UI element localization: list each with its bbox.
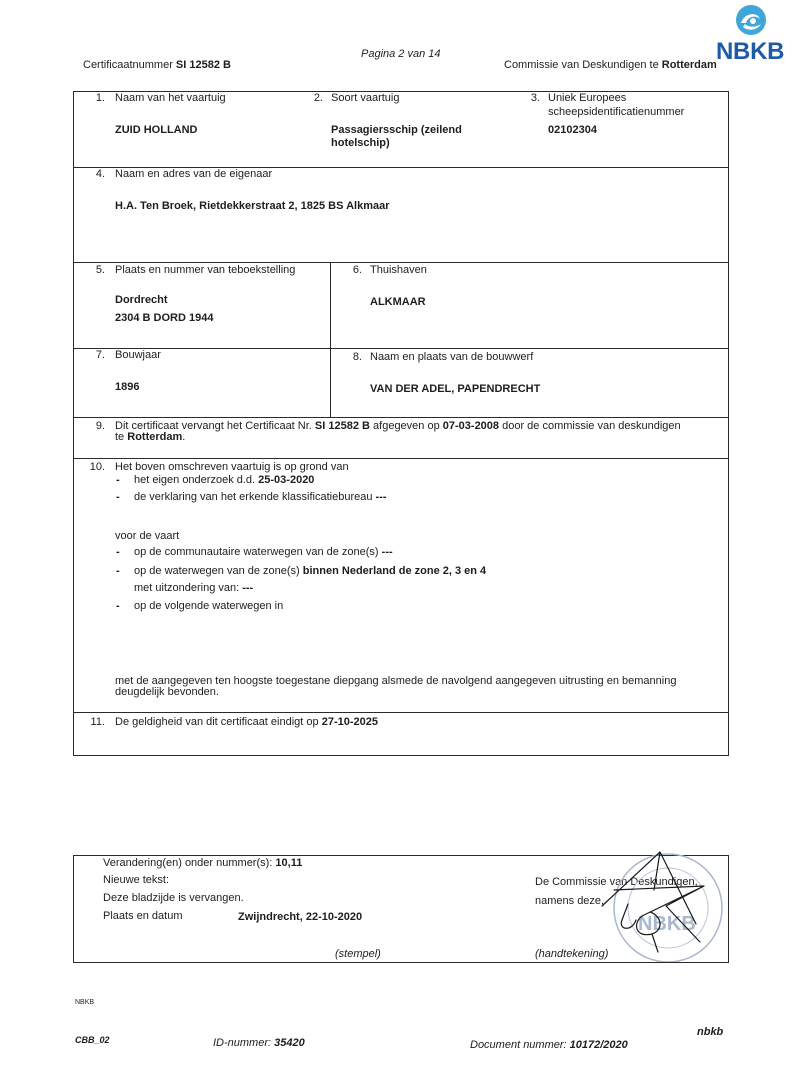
field-9-text-4: te: [115, 431, 125, 443]
field-10-basis-1-text: het eigen onderzoek d.d.: [134, 474, 256, 486]
field-10-basis-1-bullet: -: [116, 474, 120, 486]
field-10-navigation-3-text: op de volgende waterwegen in: [134, 600, 284, 612]
field-6-value: ALKMAAR: [370, 296, 426, 308]
stamp-text: NBKB: [638, 913, 696, 935]
field-9-text-3: door de commissie van deskundigen: [502, 420, 681, 432]
field-10-conclusion-line-1: met de aangegeven ten hoogste toegestane diepgang alsmede de navolgend aangegeven uitrusting en bemanning: [115, 675, 677, 687]
row-divider-5: [73, 458, 729, 459]
footer-doc-value: 10172/2020: [569, 1039, 628, 1051]
field-1-value: ZUID HOLLAND: [115, 124, 198, 136]
certificate-number-label: Certificaatnummer: [83, 59, 173, 71]
field-10-basis-2-value: ---: [375, 491, 387, 503]
field-4-value: H.A. Ten Broek, Rietdekkerstraat 2, 1825 BS Alkmaar: [115, 200, 390, 212]
amendment-new-text-label: Nieuwe tekst:: [103, 874, 170, 886]
field-11-number: 11.: [90, 716, 105, 728]
field-10-navigation-1-value: ---: [381, 546, 393, 558]
field-9-line-2: [115, 431, 185, 444]
field-6-number: 6.: [352, 264, 362, 276]
field-10-navigation-1: [134, 546, 393, 559]
field-3-value: 02102304: [548, 124, 597, 136]
field-5-value-line-1: Dordrecht: [115, 294, 168, 306]
field-10-exception-value: ---: [242, 582, 254, 594]
field-7-value: 1896: [115, 381, 140, 393]
amendment-place-date-label: Plaats en datum: [103, 910, 183, 922]
commission-heading: [504, 59, 717, 72]
field-7-number: 7.: [95, 349, 105, 361]
commission-heading-prefix: Commissie van Deskundigen te: [504, 59, 659, 71]
certificate-number: [83, 59, 231, 72]
field-9-issue-date: 07-03-2008: [442, 420, 500, 432]
field-4-number: 4.: [95, 168, 105, 180]
field-10-navigation-2-value: binnen Nederland de zone 2, 3 en 4: [302, 565, 487, 577]
field-5-value-line-2: 2304 B DORD 1944: [115, 312, 214, 324]
field-2-value-line-2: hotelschip): [331, 137, 390, 149]
field-6-label: Thuishaven: [370, 264, 427, 276]
field-10-basis-2-text: de verklaring van het erkende klassificatiebureau: [134, 491, 373, 503]
field-11-line: [115, 716, 378, 729]
footer-id-value: 35420: [274, 1037, 305, 1049]
footer-doc-label: Document nummer:: [470, 1039, 567, 1051]
field-2-label: Soort vaartuig: [331, 92, 400, 104]
field-1-label: Naam van het vaartuig: [115, 92, 226, 104]
field-10-navigation-1-text: op de communautaire waterwegen van de zone(s): [134, 546, 379, 558]
field-9-suffix: .: [182, 431, 186, 443]
field-3-number: 3.: [530, 92, 540, 104]
signature-label: (handtekening): [535, 948, 609, 960]
amendment-place-date-value: Zwijndrecht, 22-10-2020: [238, 911, 363, 923]
field-10-navigation-intro: voor de vaart: [115, 530, 180, 542]
commission-heading-city: Rotterdam: [661, 59, 717, 71]
field-9-line-1: [115, 420, 681, 433]
field-4-label: Naam en adres van de eigenaar: [115, 168, 273, 180]
field-9-number: 9.: [95, 420, 105, 432]
field-8-label: Naam en plaats van de bouwwerf: [370, 351, 534, 363]
field-11-text: De geldigheid van dit certificaat eindigt op: [115, 716, 319, 728]
footer-id-label: ID-nummer:: [213, 1037, 272, 1049]
row-divider-6: [73, 712, 729, 713]
on-behalf-line: namens deze,: [535, 895, 605, 907]
handwritten-signature: [592, 846, 712, 958]
field-5-label: Plaats en nummer van teboekstelling: [115, 264, 296, 276]
footer-small-logo: NBKB: [75, 999, 95, 1006]
page-indicator: Pagina 2 van 14: [361, 48, 441, 60]
field-10-navigation-2-text: op de waterwegen van de zone(s): [134, 565, 300, 577]
field-8-number: 8.: [352, 351, 362, 363]
field-10-exception: [134, 582, 253, 595]
nbkb-logo-text: NBKB: [716, 38, 785, 65]
row-divider-2: [73, 262, 729, 263]
field-7-label: Bouwjaar: [115, 349, 161, 361]
footer-document-number: [470, 1039, 628, 1052]
field-9-text-2: afgegeven op: [373, 420, 440, 432]
field-2-number: 2.: [313, 92, 323, 104]
field-10-number: 10.: [89, 461, 105, 473]
field-11-expiry-date: 27-10-2025: [321, 716, 378, 728]
field-10-exception-label: met uitzondering van:: [134, 582, 240, 594]
nbkb-logo-icon: [735, 4, 767, 36]
field-8-value: VAN DER ADEL, PAPENDRECHT: [370, 383, 541, 395]
field-10-intro: Het boven omschreven vaartuig is op grond van: [115, 461, 349, 473]
column-divider: [330, 262, 331, 417]
amendment-changes-label: Verandering(en) onder nummer(s):: [103, 857, 273, 869]
field-10-navigation-1-bullet: -: [116, 546, 120, 558]
field-10-basis-2: [134, 491, 387, 504]
field-10-conclusion-line-2: deugdelijk bevonden.: [115, 686, 219, 698]
field-10-navigation-2-bullet: -: [116, 565, 120, 577]
certificate-number-value: SI 12582 B: [175, 59, 231, 71]
amendment-changes: [103, 857, 302, 870]
field-10-basis-1: [134, 474, 314, 487]
field-3-label-line-2: scheepsidentificatienummer: [548, 106, 685, 118]
field-5-number: 5.: [95, 264, 105, 276]
field-9-city: Rotterdam: [127, 431, 183, 443]
field-2-value-line-1: Passagiersschip (zeilend: [331, 124, 462, 136]
field-9-text-1: Dit certificaat vervangt het Certificaat Nr.: [115, 420, 312, 432]
field-1-number: 1.: [95, 92, 105, 104]
row-divider-4: [73, 417, 729, 418]
footer-brand: nbkb: [697, 1026, 724, 1038]
field-10-basis-2-bullet: -: [116, 491, 120, 503]
footer-id-number: [213, 1037, 305, 1050]
footer-form-code: CBB_02: [75, 1035, 110, 1045]
field-9-old-cert-number: SI 12582 B: [314, 420, 370, 432]
row-divider-3: [73, 348, 729, 349]
field-10-navigation-2: [134, 565, 486, 578]
amendment-changes-value: 10,11: [275, 857, 303, 869]
commission-signature-line: De Commissie van Deskundigen,: [535, 876, 698, 888]
field-3-label-line-1: Uniek Europees: [548, 92, 627, 104]
field-10-navigation-3-bullet: -: [116, 600, 120, 612]
amendment-replaced-note: Deze bladzijde is vervangen.: [103, 892, 244, 904]
stamp-label: (stempel): [335, 948, 381, 960]
field-10-basis-1-value: 25-03-2020: [258, 474, 315, 486]
